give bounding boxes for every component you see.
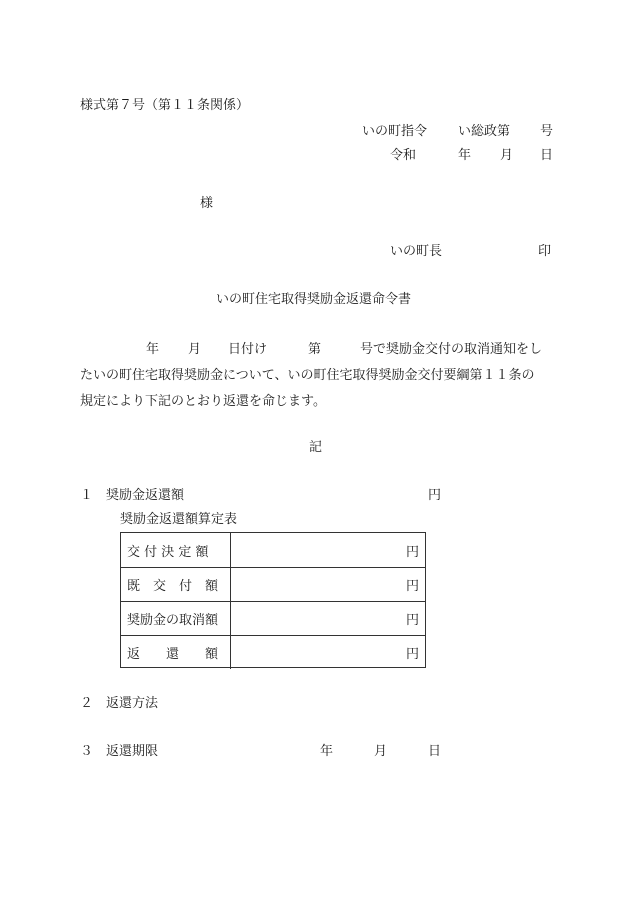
section1-number: １ [80, 488, 94, 503]
body-year: 年 [146, 342, 160, 357]
body-dated: 日付け [228, 342, 268, 357]
table-row [121, 567, 425, 601]
calc-table [120, 532, 426, 668]
form-label: 様式第７号（第１１条関係） [80, 98, 250, 113]
section2-number: ２ [80, 696, 94, 711]
row-label: 奨励金の取消額 [121, 602, 231, 635]
doc-number-prefix: いの町指令 [362, 124, 428, 139]
row-label: 交 付 決 定 額 [121, 533, 231, 567]
row-label: 既 交 付 額 [121, 568, 231, 601]
doc-number-office: い総政第 [458, 124, 511, 139]
section3-day: 日 [428, 744, 442, 759]
row-label: 返 還 額 [121, 636, 231, 669]
section2-label: 返還方法 [106, 696, 159, 711]
body-month: 月 [188, 342, 202, 357]
section1-yen: 円 [428, 488, 442, 503]
date-era: 令和 [390, 148, 417, 163]
section3-year: 年 [320, 744, 334, 759]
table-row [121, 601, 425, 635]
section3-number: ３ [80, 744, 94, 759]
ki-heading: 記 [309, 440, 323, 455]
document-title: いの町住宅取得奨励金返還命令書 [216, 292, 412, 307]
body-line3: 規定により下記のとおり返還を命じます。 [80, 394, 326, 409]
body-line1-rest: 号で奨励金交付の取消通知をし [360, 342, 543, 357]
row-yen: 円 [405, 544, 419, 560]
doc-number-suffix: 号 [540, 124, 554, 139]
issuer-seal: 印 [538, 244, 552, 259]
issuer-name: いの町長 [390, 244, 443, 259]
body-line2: たいの町住宅取得奨励金について、いの町住宅取得奨励金交付要綱第１１条の [80, 368, 535, 383]
table-row [121, 635, 425, 669]
addressee-honorific: 様 [200, 196, 214, 211]
table-row [121, 533, 425, 567]
date-year: 年 [458, 148, 472, 163]
date-month: 月 [500, 148, 514, 163]
section1-label: 奨励金返還額 [106, 488, 185, 503]
body-no: 第 [308, 342, 322, 357]
row-yen: 円 [405, 647, 419, 662]
row-yen: 円 [405, 613, 419, 628]
section3-month: 月 [374, 744, 388, 759]
calc-table-title: 奨励金返還額算定表 [120, 512, 238, 527]
row-yen: 円 [405, 579, 419, 594]
date-day: 日 [540, 148, 554, 163]
section3-label: 返還期限 [106, 744, 159, 759]
